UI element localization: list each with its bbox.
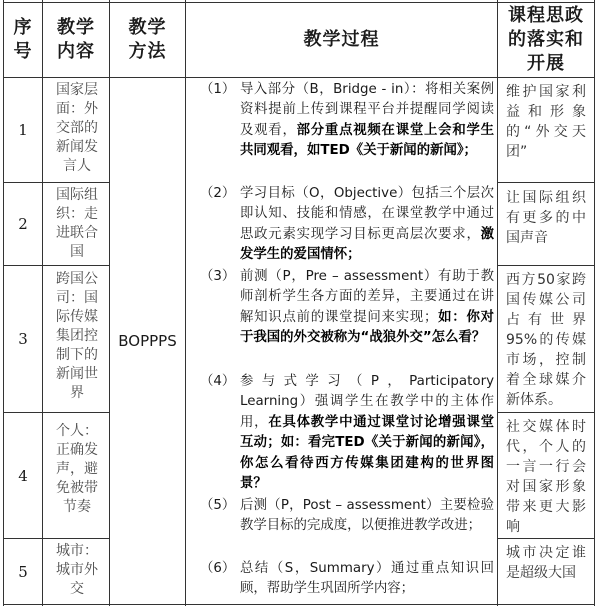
grid-line [497, 265, 594, 266]
step-highlight: 部分重点视频在课堂上会和学生共同观看，如TED《关于新闻的新闻》； [240, 122, 495, 159]
row-number-text: 1 [18, 121, 28, 139]
row-ideology [500, 541, 592, 603]
step-text: 前测（P，Pre – assessment）有助于教师剖析学生各方面的差异，主要通过在讲解知识点前的课堂提问来实现； [240, 269, 494, 325]
step-index: （1） [200, 82, 236, 97]
process-step [192, 184, 494, 266]
grid-line [3, 77, 594, 78]
row-ideology [500, 186, 592, 264]
header-content-text: 教学内容 [57, 17, 95, 62]
row-content [47, 186, 107, 264]
row-number-text: 5 [18, 562, 28, 581]
row-number-text: 2 [18, 215, 28, 233]
grid-line [497, 182, 594, 183]
grid-line [497, 538, 594, 539]
header-seq-text: 序号 [13, 17, 33, 62]
header-process [186, 3, 497, 77]
row-content [47, 81, 107, 181]
row-ideology [500, 415, 592, 536]
row-content-text: 国家层面：外交部的新闻发言人 [56, 82, 98, 174]
process-step [192, 267, 494, 349]
header-method-text: 教学方法 [128, 17, 167, 62]
row-number [4, 539, 42, 604]
process-step [192, 372, 494, 494]
grid-line [42, 0, 43, 606]
step-highlight: 如：你对于我国的外交被称为“战狼外交”怎么看？ [240, 309, 495, 346]
row-ideology-text: 西方50家跨国传媒公司占有世界95%的传媒市场，控制着全球媒介新体系。 [506, 272, 586, 408]
row-ideology-text: 维护国家利益和形象的“外交天团” [506, 84, 586, 160]
row-ideology-text: 城市决定谁是超级大国 [506, 545, 586, 581]
grid-line [3, 604, 594, 605]
step-text: 导入部分（B，Bridge - in）：将相关案例资料提前上传到课程平台并提醒同学阅读及观看， [240, 82, 494, 138]
row-number [4, 183, 42, 265]
step-text: 后测（P，Post – assessment）主要检验教学目标的完成度，以便推进教学改进； [240, 498, 494, 534]
row-content-text: 国际组织：走进联合国 [56, 187, 98, 260]
teaching-method-text: BOPPPS [118, 332, 177, 350]
row-content [47, 270, 107, 410]
grid-line [594, 0, 595, 606]
row-content [47, 422, 107, 536]
step-index: （4） [200, 374, 236, 389]
step-text: 总结（S，Summary）通过重点知识回顾，帮助学生巩固所学内容； [240, 561, 494, 597]
row-content [47, 542, 107, 602]
grid-line [185, 0, 186, 606]
header-process-text: 教学过程 [303, 29, 380, 50]
row-ideology [500, 80, 592, 180]
header-ideology [498, 3, 594, 77]
row-ideology-text: 让国际组织有更多的中国声音 [506, 190, 586, 246]
teaching-method [110, 78, 185, 604]
process-step [192, 496, 494, 537]
row-content-text: 跨国公司：国际传媒集团控制下的新闻世界 [56, 271, 98, 401]
step-index: （3） [200, 269, 236, 284]
step-index: （6） [200, 561, 236, 576]
header-ideology-text: 课程思政的落实和开展 [508, 5, 584, 74]
process-step [192, 559, 494, 600]
row-number [4, 78, 42, 182]
row-content-text: 个人：正确发声，避免被带节奏 [56, 423, 98, 515]
grid-line [497, 412, 594, 413]
header-seq [4, 3, 42, 77]
row-number [4, 413, 42, 538]
header-content [43, 3, 109, 77]
grid-line [497, 0, 498, 606]
row-number-text: 4 [18, 466, 28, 485]
row-content-text: 城市：城市外交 [56, 543, 98, 597]
step-text: 学习目标（O，Objective）包括三个层次即认知、技能和情感，在课堂教学中通过思政元素实现学习目标更高层次要求， [240, 186, 494, 242]
row-ideology-text: 社交媒体时代，个人的一言一行会对国家形象带来更大影响 [506, 419, 586, 535]
step-highlight: 激发学生的爱国情怀； [240, 226, 494, 263]
step-text: 参与式学习（P，Participatory Learning）强调学生在教学中的主体作用， [240, 374, 494, 430]
row-ideology [500, 268, 592, 410]
step-index: （2） [200, 186, 236, 201]
step-index: （5） [200, 498, 236, 513]
process-step [192, 80, 494, 162]
header-method [110, 3, 185, 77]
row-number-text: 3 [18, 330, 28, 348]
row-number [4, 266, 42, 412]
step-highlight: 在具体教学中通过课堂讨论增强课堂互动；如：看完TED《关于新闻的新闻》，你怎么看待西方传媒集团建构的世界图景？ [240, 414, 495, 492]
